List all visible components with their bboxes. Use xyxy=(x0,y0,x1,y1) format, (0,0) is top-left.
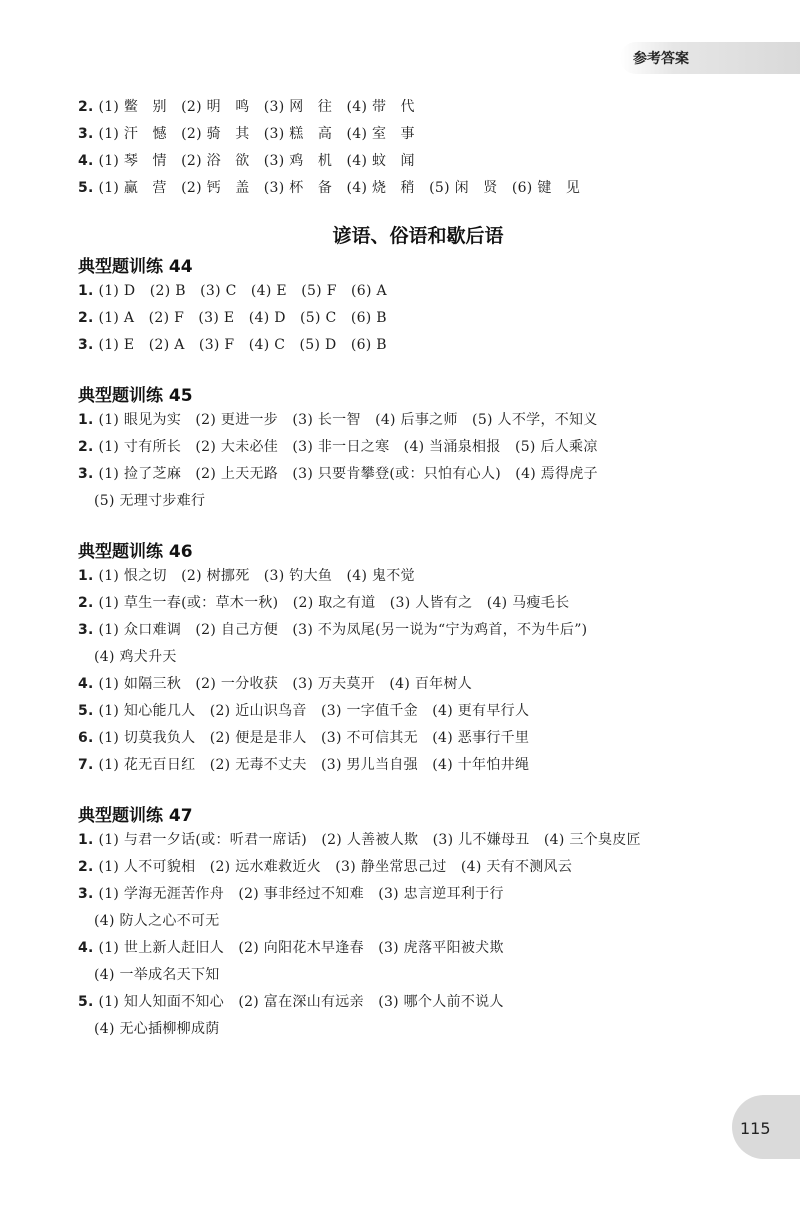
item-number: 5. xyxy=(78,180,94,196)
answer-line xyxy=(78,621,758,648)
answer-text: (1) 切莫我负人 (2) 便是是非人 (3) 不可信其无 (4) 恶事行千里 xyxy=(98,730,530,746)
item-number: 3. xyxy=(78,886,94,902)
item-number: 5. xyxy=(78,994,94,1010)
answer-continuation: (5) 无理寸步难行 xyxy=(94,493,206,509)
item-number: 1. xyxy=(78,412,94,428)
answer-text: (1) 琴 情 (2) 浴 欲 (3) 鸡 机 (4) 蚊 闻 xyxy=(98,153,415,169)
answer-text: (1) 众口难调 (2) 自己方便 (3) 不为凤尾(另一说为“宁为鸡首，不为牛后”) xyxy=(98,622,588,638)
section-heading: 典型题训练 46 xyxy=(78,542,193,562)
exercise-section-47 xyxy=(78,801,758,1047)
answer-text: (1) 恨之切 (2) 树挪死 (3) 钓大鱼 (4) 鬼不觉 xyxy=(98,568,415,584)
answer-line xyxy=(78,282,758,309)
answer-text: (1) 知人知面不知心 (2) 富在深山有远亲 (3) 哪个人前不说人 xyxy=(98,994,504,1010)
answer-text: (1) 捡了芝麻 (2) 上天无路 (3) 只要肯攀登(或：只怕有心人) (4) 焉得虎子 xyxy=(98,466,598,482)
item-number: 3. xyxy=(78,466,94,482)
answer-line xyxy=(78,729,758,756)
answer-line xyxy=(78,675,758,702)
answer-line xyxy=(78,756,758,783)
answer-line xyxy=(78,125,758,152)
answer-text: (1) 寸有所长 (2) 大未必佳 (3) 非一日之寒 (4) 当涌泉相报 (5) 后人乘凉 xyxy=(98,439,598,455)
answer-text: (1) 人不可貌相 (2) 远水难救近火 (3) 静坐常思己过 (4) 天有不测风云 xyxy=(98,859,573,875)
answer-content xyxy=(78,98,758,1047)
item-number: 7. xyxy=(78,757,94,773)
answer-line xyxy=(78,309,758,336)
item-number: 4. xyxy=(78,676,94,692)
answer-text: (1) 与君一夕话(或：听君一席话) (2) 人善被人欺 (3) 儿不嫌母丑 (4) 三个臭皮匠 xyxy=(98,832,641,848)
answer-text: (1) 草生一春(或：草木一秋) (2) 取之有道 (3) 人皆有之 (4) 马瘦毛长 xyxy=(98,595,570,611)
answer-line xyxy=(78,831,758,858)
answer-text: (1) 赢 营 (2) 钙 盖 (3) 杯 备 (4) 烧 稍 (5) 闲 贤 (6) 键 见 xyxy=(98,180,581,196)
answer-line xyxy=(78,858,758,885)
item-number: 3. xyxy=(78,337,94,353)
answer-text: (1) 知心能几人 (2) 近山识鸟音 (3) 一字值千金 (4) 更有早行人 xyxy=(98,703,530,719)
answer-text: (1) 鳖 别 (2) 明 鸣 (3) 网 往 (4) 带 代 xyxy=(98,99,415,115)
answer-text: (1) 如隔三秋 (2) 一分收获 (3) 万夫莫开 (4) 百年树人 xyxy=(98,676,473,692)
answer-line xyxy=(78,179,758,206)
item-number: 6. xyxy=(78,730,94,746)
answer-text: (1) 花无百日红 (2) 无毒不丈夫 (3) 男儿当自强 (4) 十年怕井绳 xyxy=(98,757,530,773)
item-number: 1. xyxy=(78,568,94,584)
item-number: 2. xyxy=(78,595,94,611)
exercise-section-45 xyxy=(78,381,758,519)
section-heading: 典型题训练 47 xyxy=(78,806,193,826)
answer-line xyxy=(78,939,758,966)
answer-line xyxy=(78,411,758,438)
item-number: 2. xyxy=(78,439,94,455)
answer-line xyxy=(78,594,758,621)
item-number: 2. xyxy=(78,859,94,875)
exercise-section-46 xyxy=(78,537,758,783)
answer-text: (1) A (2) F (3) E (4) D (5) C (6) B xyxy=(98,310,387,326)
header-label: 参考答案 xyxy=(633,51,689,67)
answer-line xyxy=(78,465,758,492)
answer-line xyxy=(78,567,758,594)
answer-line xyxy=(78,336,758,363)
answer-text: (1) 世上新人赶旧人 (2) 向阳花木早逢春 (3) 虎落平阳被犬欺 xyxy=(98,940,504,956)
answer-line xyxy=(78,152,758,179)
item-number: 3. xyxy=(78,622,94,638)
exercise-section-44 xyxy=(78,252,758,363)
answer-text: (1) 汗 憾 (2) 骑 其 (3) 糕 高 (4) 室 事 xyxy=(98,126,415,142)
section-heading: 典型题训练 44 xyxy=(78,257,193,277)
answer-text: (1) 学海无涯苦作舟 (2) 事非经过不知难 (3) 忠言逆耳利于行 xyxy=(98,886,504,902)
item-number: 2. xyxy=(78,99,94,115)
answer-continuation: (4) 一举成名天下知 xyxy=(94,967,220,983)
section-heading: 典型题训练 45 xyxy=(78,386,193,406)
answer-line xyxy=(78,702,758,729)
answer-continuation: (4) 防人之心不可无 xyxy=(94,913,220,929)
section-title: 谚语、俗语和歇后语 xyxy=(332,225,504,247)
item-number: 1. xyxy=(78,832,94,848)
page-number: 115 xyxy=(740,1119,771,1138)
item-number: 3. xyxy=(78,126,94,142)
item-number: 5. xyxy=(78,703,94,719)
item-number: 1. xyxy=(78,283,94,299)
answer-continuation: (4) 鸡犬升天 xyxy=(94,649,177,665)
answer-line xyxy=(78,438,758,465)
answer-continuation: (4) 无心插柳柳成荫 xyxy=(94,1021,220,1037)
answer-text: (1) E (2) A (3) F (4) C (5) D (6) B xyxy=(98,337,387,353)
item-number: 4. xyxy=(78,940,94,956)
answer-line xyxy=(78,885,758,912)
answer-text: (1) D (2) B (3) C (4) E (5) F (6) A xyxy=(98,283,387,299)
answer-line xyxy=(78,993,758,1020)
item-number: 2. xyxy=(78,310,94,326)
answer-line xyxy=(78,98,758,125)
item-number: 4. xyxy=(78,153,94,169)
top-answers xyxy=(78,98,758,206)
answer-text: (1) 眼见为实 (2) 更进一步 (3) 长一智 (4) 后事之师 (5) 人不学，不知义 xyxy=(98,412,598,428)
